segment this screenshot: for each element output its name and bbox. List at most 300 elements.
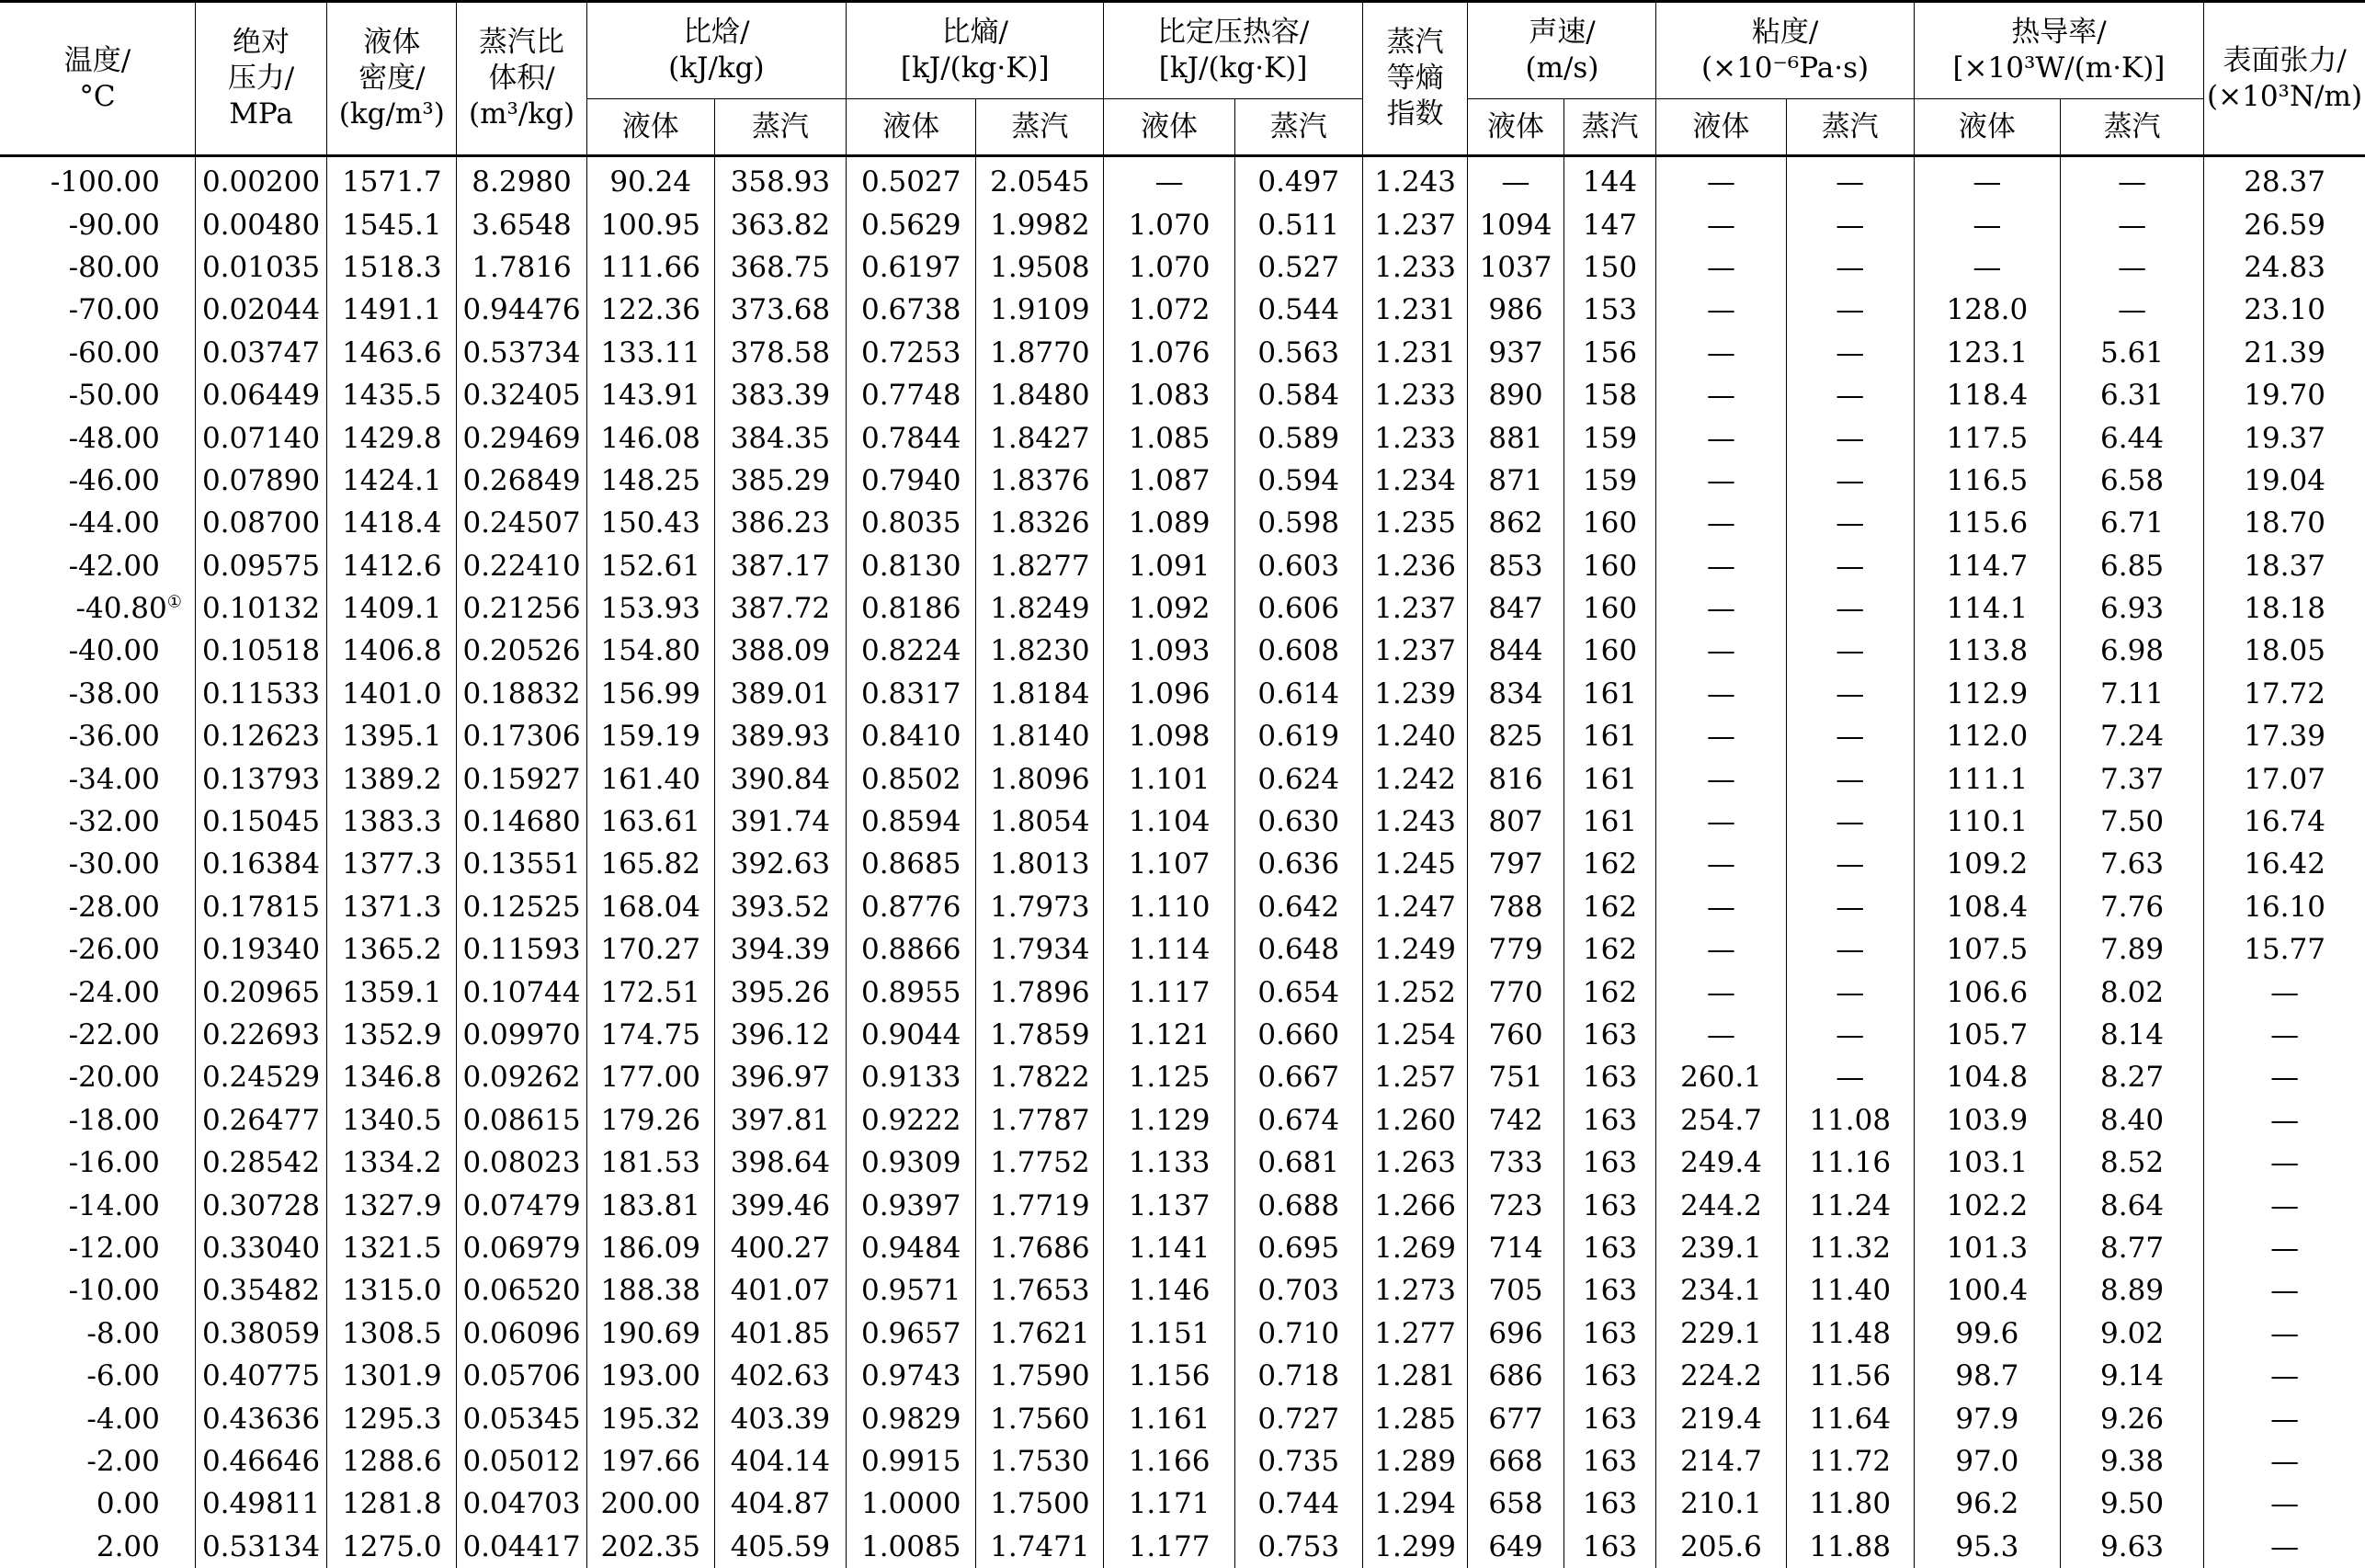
subheader-conductivity-liquid: 液体 — [1914, 99, 2060, 156]
table-cell: 1.260 — [1362, 1099, 1468, 1142]
table-cell: 363.82 — [714, 203, 846, 245]
table-cell: 150 — [1563, 246, 1656, 289]
table-cell: 0.00480 — [195, 203, 326, 245]
table-cell: 103.9 — [1914, 1099, 2060, 1142]
table-cell: 106.6 — [1914, 971, 2060, 1013]
table-cell: 1406.8 — [327, 630, 457, 672]
table-header — [0, 2, 2365, 156]
table-cell: 390.84 — [714, 757, 846, 800]
table-cell: 986 — [1468, 289, 1563, 331]
table-cell: — — [2061, 203, 2204, 245]
table-cell: 1.254 — [1362, 1014, 1468, 1056]
table-cell: 402.63 — [714, 1355, 846, 1397]
table-cell: 163 — [1563, 1056, 1656, 1098]
table-cell: 161 — [1563, 801, 1656, 843]
table-cell: 0.9309 — [847, 1142, 976, 1184]
table-cell: — — [1786, 757, 1914, 800]
table-cell: 100.4 — [1914, 1269, 2060, 1312]
table-cell: 177.00 — [586, 1056, 714, 1098]
table-cell: 239.1 — [1656, 1227, 1786, 1269]
subheader-cp-vapor: 蒸汽 — [1234, 99, 1362, 156]
table-cell: 1.237 — [1362, 587, 1468, 630]
table-cell: 0.6738 — [847, 289, 976, 331]
table-cell: -18.00 — [68, 1103, 160, 1137]
table-cell: -26.00 — [68, 933, 160, 967]
table-cell: 0.06096 — [457, 1312, 586, 1355]
table-cell: 0.20526 — [457, 630, 586, 672]
table-cell: — — [2204, 1483, 2365, 1525]
table-cell: 387.72 — [714, 587, 846, 630]
table-cell: 163 — [1563, 1099, 1656, 1142]
table-cell: 6.58 — [2061, 460, 2204, 502]
table-row — [0, 1184, 2365, 1226]
table-cell: 1.072 — [1104, 289, 1234, 331]
table-cell: 160 — [1563, 587, 1656, 630]
table-cell: 1429.8 — [327, 416, 457, 459]
table-cell: 7.50 — [2061, 801, 2204, 843]
table-cell: 11.80 — [1786, 1483, 1914, 1525]
table-cell: 0.11593 — [457, 928, 586, 971]
table-cell: 1491.1 — [327, 289, 457, 331]
table-cell: 1.231 — [1362, 332, 1468, 374]
table-cell: 163 — [1563, 1355, 1656, 1397]
table-cell: 1352.9 — [327, 1014, 457, 1056]
table-cell: 862 — [1468, 502, 1563, 544]
table-cell: — — [1786, 1014, 1914, 1056]
table-cell: 172.51 — [586, 971, 714, 1013]
table-row — [0, 673, 2365, 715]
table-cell: 0.08700 — [195, 502, 326, 544]
table-cell: 0.8955 — [847, 971, 976, 1013]
table-row — [0, 886, 2365, 928]
table-cell: 733 — [1468, 1142, 1563, 1184]
table-cell: 15.77 — [2204, 928, 2365, 971]
table-cell: 1.171 — [1104, 1483, 1234, 1525]
table-cell: 0.8317 — [847, 673, 976, 715]
table-row — [0, 1142, 2365, 1184]
table-cell: — — [2204, 1269, 2365, 1312]
table-cell: 1281.8 — [327, 1483, 457, 1525]
table-cell: — — [1786, 630, 1914, 672]
table-cell: 163 — [1563, 1397, 1656, 1439]
table-cell: 219.4 — [1656, 1397, 1786, 1439]
table-cell: 0.660 — [1234, 1014, 1362, 1056]
table-cell: 9.50 — [2061, 1483, 2204, 1525]
table-cell: 0.9915 — [847, 1440, 976, 1483]
table-row — [0, 416, 2365, 459]
table-cell: 1.269 — [1362, 1227, 1468, 1269]
table-cell: 1315.0 — [327, 1269, 457, 1312]
table-cell: 1.117 — [1104, 971, 1234, 1013]
table-cell: — — [1656, 801, 1786, 843]
table-cell: 1395.1 — [327, 715, 457, 757]
table-cell: 161 — [1563, 715, 1656, 757]
header-specific-volume: 蒸汽比 体积/ (m³/kg) — [457, 2, 586, 156]
table-cell: 401.07 — [714, 1269, 846, 1312]
table-cell: 21.39 — [2204, 332, 2365, 374]
table-cell: — — [1656, 460, 1786, 502]
table-cell: 1.277 — [1362, 1312, 1468, 1355]
table-cell: 0.598 — [1234, 502, 1362, 544]
table-cell: — — [1786, 203, 1914, 245]
table-cell: 179.26 — [586, 1099, 714, 1142]
table-cell: 98.7 — [1914, 1355, 2060, 1397]
table-cell: 0.674 — [1234, 1099, 1362, 1142]
table-cell: 0.94476 — [457, 289, 586, 331]
table-cell: 1.273 — [1362, 1269, 1468, 1312]
table-row — [0, 1312, 2365, 1355]
table-cell: 1401.0 — [327, 673, 457, 715]
table-cell: 90.24 — [586, 156, 714, 204]
table-cell: 103.1 — [1914, 1142, 2060, 1184]
table-cell: 1.7530 — [976, 1440, 1104, 1483]
table-cell: 0.17815 — [195, 886, 326, 928]
table-cell: 0.04703 — [457, 1483, 586, 1525]
table-cell: 1.070 — [1104, 246, 1234, 289]
table-cell: — — [1786, 246, 1914, 289]
table-cell: 18.37 — [2204, 545, 2365, 587]
table-cell: 853 — [1468, 545, 1563, 587]
table-cell: — — [1656, 203, 1786, 245]
table-cell: 102.2 — [1914, 1184, 2060, 1226]
table-cell: 1418.4 — [327, 502, 457, 544]
table-cell: 1.096 — [1104, 673, 1234, 715]
table-cell: 1.110 — [1104, 886, 1234, 928]
table-cell: 0.718 — [1234, 1355, 1362, 1397]
cell-value: -40.80 — [75, 592, 167, 626]
table-cell: 0.8410 — [847, 715, 976, 757]
table-cell: 11.40 — [1786, 1269, 1914, 1312]
table-row — [0, 374, 2365, 416]
table-cell: 16.74 — [2204, 801, 2365, 843]
table-cell: 5.61 — [2061, 332, 2204, 374]
table-cell: 1.263 — [1362, 1142, 1468, 1184]
table-cell: 1.299 — [1362, 1526, 1468, 1568]
table-cell: — — [2061, 156, 2204, 204]
table-cell: — — [1656, 289, 1786, 331]
table-cell: 825 — [1468, 715, 1563, 757]
table-cell: 97.0 — [1914, 1440, 2060, 1483]
table-cell: 1518.3 — [327, 246, 457, 289]
table-cell: — — [1786, 332, 1914, 374]
table-cell: 1383.3 — [327, 801, 457, 843]
table-cell: 714 — [1468, 1227, 1563, 1269]
table-cell: 1.245 — [1362, 843, 1468, 885]
table-cell: 163 — [1563, 1312, 1656, 1355]
table-cell: 1.083 — [1104, 374, 1234, 416]
table-cell: 0.9133 — [847, 1056, 976, 1098]
table-cell: -6.00 — [86, 1359, 160, 1393]
table-cell: 398.64 — [714, 1142, 846, 1184]
table-cell: 1.8013 — [976, 843, 1104, 885]
table-cell: 112.9 — [1914, 673, 2060, 715]
table-cell: 114.7 — [1914, 545, 2060, 587]
table-cell: 0.05012 — [457, 1440, 586, 1483]
table-cell: 122.36 — [586, 289, 714, 331]
table-cell: 403.39 — [714, 1397, 846, 1439]
table-cell: — — [1656, 587, 1786, 630]
table-cell: 159 — [1563, 460, 1656, 502]
table-cell: 1.234 — [1362, 460, 1468, 502]
table-cell: 0.20965 — [195, 971, 326, 1013]
table-cell: 224.2 — [1656, 1355, 1786, 1397]
table-cell: 1.129 — [1104, 1099, 1234, 1142]
table-cell: 658 — [1468, 1483, 1563, 1525]
table-cell: 0.09970 — [457, 1014, 586, 1056]
table-cell: — — [2204, 971, 2365, 1013]
table-cell: 1.121 — [1104, 1014, 1234, 1056]
table-cell: 397.81 — [714, 1099, 846, 1142]
table-cell: — — [1656, 886, 1786, 928]
table-cell: 394.39 — [714, 928, 846, 971]
table-cell: -42.00 — [68, 549, 160, 583]
table-cell: 1371.3 — [327, 886, 457, 928]
table-cell: 0.09262 — [457, 1056, 586, 1098]
table-cell: 383.39 — [714, 374, 846, 416]
table-cell: 107.5 — [1914, 928, 2060, 971]
table-cell: — — [2204, 1312, 2365, 1355]
table-cell: 1.085 — [1104, 416, 1234, 459]
table-cell: 0.9484 — [847, 1227, 976, 1269]
subheader-viscosity-vapor: 蒸汽 — [1786, 99, 1914, 156]
table-cell: 0.43636 — [195, 1397, 326, 1439]
table-cell: 0.497 — [1234, 156, 1362, 204]
table-cell: 1.231 — [1362, 289, 1468, 331]
table-cell: 1321.5 — [327, 1227, 457, 1269]
table-cell: 844 — [1468, 630, 1563, 672]
table-row — [0, 843, 2365, 885]
table-cell: 1.089 — [1104, 502, 1234, 544]
table-cell: 0.00200 — [195, 156, 326, 204]
table-cell: 1.151 — [1104, 1312, 1234, 1355]
table-cell: -12.00 — [68, 1231, 160, 1265]
table-cell: -10.00 — [68, 1274, 160, 1308]
table-cell: 100.95 — [586, 203, 714, 245]
table-cell: 1377.3 — [327, 843, 457, 885]
table-row — [0, 502, 2365, 544]
table-cell: 1288.6 — [327, 1440, 457, 1483]
table-cell: 6.93 — [2061, 587, 2204, 630]
table-row — [0, 928, 2365, 971]
table-cell: 1.237 — [1362, 203, 1468, 245]
subheader-entropy-vapor: 蒸汽 — [976, 99, 1104, 156]
table-cell: 0.654 — [1234, 971, 1362, 1013]
table-cell: — — [1656, 630, 1786, 672]
table-cell: 387.17 — [714, 545, 846, 587]
table-cell: -20.00 — [68, 1061, 160, 1095]
table-cell: 1.236 — [1362, 545, 1468, 587]
table-row — [0, 156, 2365, 204]
table-cell: 1.8326 — [976, 502, 1104, 544]
table-cell: 395.26 — [714, 971, 846, 1013]
table-cell: 1359.1 — [327, 971, 457, 1013]
table-cell: — — [1786, 587, 1914, 630]
table-cell: 156 — [1563, 332, 1656, 374]
table-cell: 0.9743 — [847, 1355, 976, 1397]
table-cell: — — [1786, 928, 1914, 971]
header-enthalpy: 比焓/ (kJ/kg) — [586, 2, 846, 99]
table-cell: 200.00 — [586, 1483, 714, 1525]
table-cell: 399.46 — [714, 1184, 846, 1226]
header-pressure: 绝对 压力/ MPa — [195, 2, 326, 156]
table-row — [0, 203, 2365, 245]
table-cell: 0.608 — [1234, 630, 1362, 672]
table-cell: 1301.9 — [327, 1355, 457, 1397]
table-cell: 1.7816 — [457, 246, 586, 289]
table-cell: 368.75 — [714, 246, 846, 289]
table-cell: 1.7500 — [976, 1483, 1104, 1525]
table-cell: — — [1656, 332, 1786, 374]
table-cell: 0.9397 — [847, 1184, 976, 1226]
table-cell: 0.32405 — [457, 374, 586, 416]
table-row — [0, 1355, 2365, 1397]
table-cell: — — [1786, 502, 1914, 544]
table-cell: 0.49811 — [195, 1483, 326, 1525]
table-cell: 1.098 — [1104, 715, 1234, 757]
header-temperature: 温度/ °C — [0, 2, 195, 156]
table-cell: 0.6197 — [847, 246, 976, 289]
table-cell: 17.72 — [2204, 673, 2365, 715]
table-cell: 1412.6 — [327, 545, 457, 587]
table-cell: 159 — [1563, 416, 1656, 459]
table-cell: -80.00 — [68, 250, 160, 284]
table-cell: 1.281 — [1362, 1355, 1468, 1397]
table-cell: 0.00 — [96, 1487, 160, 1521]
table-cell: 195.32 — [586, 1397, 714, 1439]
table-cell: 6.85 — [2061, 545, 2204, 587]
table-cell: 160 — [1563, 545, 1656, 587]
table-cell: 153.93 — [586, 587, 714, 630]
table-cell: — — [2204, 1014, 2365, 1056]
table-cell: 9.02 — [2061, 1312, 2204, 1355]
table-cell: 1.7686 — [976, 1227, 1104, 1269]
table-cell: 1.8230 — [976, 630, 1104, 672]
table-cell: 0.8224 — [847, 630, 976, 672]
table-cell: 7.76 — [2061, 886, 2204, 928]
subheader-entropy-liquid: 液体 — [847, 99, 976, 156]
table-cell: 1.8249 — [976, 587, 1104, 630]
table-cell: 0.7253 — [847, 332, 976, 374]
table-row — [0, 715, 2365, 757]
table-cell: 0.614 — [1234, 673, 1362, 715]
table-cell: 153 — [1563, 289, 1656, 331]
table-cell: 1.249 — [1362, 928, 1468, 971]
table-cell: 7.89 — [2061, 928, 2204, 971]
table-cell: 260.1 — [1656, 1056, 1786, 1098]
table-cell: 1424.1 — [327, 460, 457, 502]
table-cell: 11.48 — [1786, 1312, 1914, 1355]
subheader-viscosity-liquid: 液体 — [1656, 99, 1786, 156]
table-cell: 1.9508 — [976, 246, 1104, 289]
table-cell: — — [1468, 156, 1563, 204]
table-cell: 0.06979 — [457, 1227, 586, 1269]
table-cell: 168.04 — [586, 886, 714, 928]
table-cell: — — [1786, 374, 1914, 416]
table-cell: 705 — [1468, 1269, 1563, 1312]
table-cell: 6.98 — [2061, 630, 2204, 672]
table-cell: 24.83 — [2204, 246, 2365, 289]
table-cell: 163 — [1563, 1483, 1656, 1525]
table-cell: 696 — [1468, 1312, 1563, 1355]
table-cell: — — [1656, 971, 1786, 1013]
table-cell: 0.5629 — [847, 203, 976, 245]
table-cell: 8.64 — [2061, 1184, 2204, 1226]
table-cell: 0.53734 — [457, 332, 586, 374]
table-cell: 7.37 — [2061, 757, 2204, 800]
table-cell: -2.00 — [86, 1444, 160, 1478]
table-cell: 0.08023 — [457, 1142, 586, 1184]
table-cell: — — [2204, 1355, 2365, 1397]
table-cell: 17.07 — [2204, 757, 2365, 800]
table-cell: 384.35 — [714, 416, 846, 459]
table-cell: 0.10518 — [195, 630, 326, 672]
table-cell: 244.2 — [1656, 1184, 1786, 1226]
table-cell: 99.6 — [1914, 1312, 2060, 1355]
table-cell: 1.7973 — [976, 886, 1104, 928]
table-row — [0, 801, 2365, 843]
table-cell: 6.31 — [2061, 374, 2204, 416]
table-cell: 0.511 — [1234, 203, 1362, 245]
table-cell: 0.10744 — [457, 971, 586, 1013]
table-cell: 1.125 — [1104, 1056, 1234, 1098]
subheader-enthalpy-vapor: 蒸汽 — [714, 99, 846, 156]
table-cell: 2.00 — [96, 1529, 160, 1563]
table-cell: 163 — [1563, 1227, 1656, 1269]
table-cell: 6.44 — [2061, 416, 2204, 459]
table-cell: 0.11533 — [195, 673, 326, 715]
table-cell: 163 — [1563, 1269, 1656, 1312]
table-cell: 1.7471 — [976, 1526, 1104, 1568]
table-cell: 1.076 — [1104, 332, 1234, 374]
table-cell: 0.22693 — [195, 1014, 326, 1056]
table-cell: 1.092 — [1104, 587, 1234, 630]
table-cell: 389.01 — [714, 673, 846, 715]
table-cell: 0.05345 — [457, 1397, 586, 1439]
table-cell: — — [1656, 246, 1786, 289]
table-cell: 1.7590 — [976, 1355, 1104, 1397]
table-cell: 112.0 — [1914, 715, 2060, 757]
table-cell: 11.72 — [1786, 1440, 1914, 1483]
table-cell: 0.14680 — [457, 801, 586, 843]
table-cell: 16.10 — [2204, 886, 2365, 928]
subheader-cp-liquid: 液体 — [1104, 99, 1234, 156]
table-cell: 0.624 — [1234, 757, 1362, 800]
table-cell: 0.8130 — [847, 545, 976, 587]
table-row — [0, 246, 2365, 289]
table-cell: 163 — [1563, 1526, 1656, 1568]
table-cell: 1.8184 — [976, 673, 1104, 715]
table-cell: 160 — [1563, 630, 1656, 672]
table-cell: 0.648 — [1234, 928, 1362, 971]
table-cell: 0.08615 — [457, 1099, 586, 1142]
table-cell: 162 — [1563, 886, 1656, 928]
table-cell: 0.02044 — [195, 289, 326, 331]
table-cell: 8.02 — [2061, 971, 2204, 1013]
table-cell: -30.00 — [68, 847, 160, 881]
table-cell: 0.544 — [1234, 289, 1362, 331]
table-cell: 0.667 — [1234, 1056, 1362, 1098]
header-viscosity: 粘度/ (×10⁻⁶Pa·s) — [1656, 2, 1914, 99]
table-cell: 148.25 — [586, 460, 714, 502]
table-cell: 1.141 — [1104, 1227, 1234, 1269]
table-cell: 1.8140 — [976, 715, 1104, 757]
table-cell: 1.7719 — [976, 1184, 1104, 1226]
table-cell: — — [1786, 289, 1914, 331]
table-cell: — — [1656, 715, 1786, 757]
table-cell: -48.00 — [68, 421, 160, 455]
table-cell: 1.7896 — [976, 971, 1104, 1013]
table-cell: 1.8054 — [976, 801, 1104, 843]
